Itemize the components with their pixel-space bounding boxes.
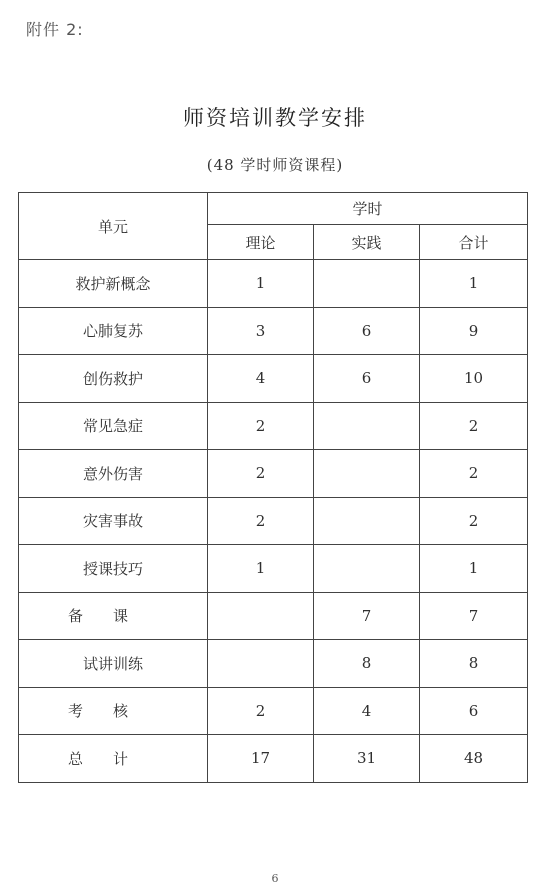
table-row: [19, 640, 528, 688]
practice-cell: [314, 545, 420, 593]
total-cell: 8: [420, 640, 528, 688]
practice-cell: [314, 260, 420, 308]
table-row: [19, 307, 528, 355]
training-schedule-table: [18, 192, 528, 783]
practice-cell: 6: [314, 355, 420, 403]
theory-cell: 1: [208, 545, 314, 593]
practice-cell: 6: [314, 307, 420, 355]
table-row: [19, 545, 528, 593]
practice-cell: [314, 450, 420, 498]
total-cell: 9: [420, 307, 528, 355]
unit-cell: 备课: [19, 592, 208, 640]
table-row: [19, 355, 528, 403]
theory-cell: 4: [208, 355, 314, 403]
total-cell: 2: [420, 402, 528, 450]
unit-cell: 总计: [19, 735, 208, 783]
unit-cell: 考核: [19, 687, 208, 735]
total-cell: 6: [420, 687, 528, 735]
unit-cell: 试讲训练: [19, 640, 208, 688]
table-row: [19, 450, 528, 498]
total-cell: 2: [420, 450, 528, 498]
theory-cell: 1: [208, 260, 314, 308]
theory-cell: [208, 592, 314, 640]
total-cell: 7: [420, 592, 528, 640]
theory-cell: 3: [208, 307, 314, 355]
practice-cell: [314, 497, 420, 545]
unit-cell: 授课技巧: [19, 545, 208, 593]
theory-cell: 2: [208, 687, 314, 735]
theory-cell: 2: [208, 450, 314, 498]
practice-cell: [314, 402, 420, 450]
theory-cell: [208, 640, 314, 688]
table-row: [19, 402, 528, 450]
total-header: 合计: [420, 225, 528, 260]
total-cell: 1: [420, 545, 528, 593]
unit-cell: 救护新概念: [19, 260, 208, 308]
table-row-total: [19, 735, 528, 783]
theory-cell: 17: [208, 735, 314, 783]
document-title: 师资培训教学安排: [183, 106, 367, 130]
unit-cell: 意外伤害: [19, 450, 208, 498]
hours-header: 学时: [208, 193, 528, 225]
practice-cell: 8: [314, 640, 420, 688]
unit-cell: 常见急症: [19, 402, 208, 450]
practice-cell: 31: [314, 735, 420, 783]
table-row: [19, 260, 528, 308]
theory-cell: 2: [208, 402, 314, 450]
practice-header: 实践: [314, 225, 420, 260]
attachment-label: 附件 2:: [26, 20, 84, 39]
theory-header: 理论: [208, 225, 314, 260]
unit-cell: 灾害事故: [19, 497, 208, 545]
document-subtitle: (48 学时师资课程): [206, 156, 344, 174]
unit-header: 单元: [19, 193, 208, 260]
page-number: 6: [271, 872, 279, 885]
table-row: [19, 592, 528, 640]
total-cell: 48: [420, 735, 528, 783]
unit-cell: 创伤救护: [19, 355, 208, 403]
total-cell: 10: [420, 355, 528, 403]
theory-cell: 2: [208, 497, 314, 545]
table-row: [19, 687, 528, 735]
unit-cell: 心肺复苏: [19, 307, 208, 355]
table-row: [19, 497, 528, 545]
total-cell: 1: [420, 260, 528, 308]
practice-cell: 7: [314, 592, 420, 640]
total-cell: 2: [420, 497, 528, 545]
practice-cell: 4: [314, 687, 420, 735]
